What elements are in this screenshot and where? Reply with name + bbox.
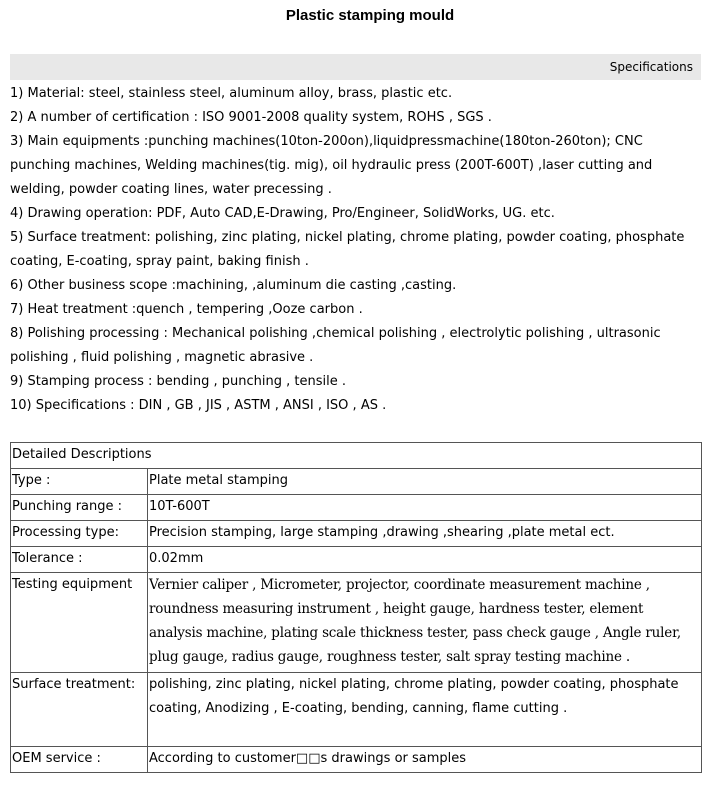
- row-label-testing-equipment: Testing equipment: [11, 573, 148, 673]
- row-label-surface-treatment: Surface treatment:: [11, 673, 148, 747]
- row-label-oem-service: OEM service :: [11, 747, 148, 773]
- table-row: [11, 495, 702, 521]
- row-value-processing-type: Precision stamping, large stamping ,drawing ,shearing ,plate metal ect.: [148, 521, 702, 547]
- row-value-testing-equipment: Vernier caliper , Micrometer, projector, coordinate measurement machine , roundness measuring instrument , height gauge, hardness tester, element analysis machine, plating scale thickness tester, pass check gauge , Angle ruler, plug gauge, radius gauge, roughness tester, salt spray testing machine .: [148, 573, 702, 673]
- spec-item-material: 1) Material: steel, stainless steel, aluminum alloy, brass, plastic etc.: [10, 86, 453, 101]
- spec-item-other-business: 6) Other business scope :machining, ,aluminum die casting ,casting.: [10, 278, 457, 293]
- table-row: [11, 673, 702, 747]
- spec-item-polishing-processing: 8) Polishing processing : Mechanical polishing ,chemical polishing , electrolytic polishing , ultrasonic polishing , fluid polishing , magnetic abrasive .: [10, 326, 661, 365]
- row-value-oem-service: According to customer□□s drawings or samples: [148, 747, 702, 773]
- table-row: [11, 521, 702, 547]
- row-label-processing-type: Processing type:: [11, 521, 148, 547]
- spec-item-surface-treatment: 5) Surface treatment: polishing, zinc plating, nickel plating, chrome plating, powder coating, phosphate coating, E-coating, spray paint, baking finish .: [10, 230, 685, 269]
- row-label-tolerance: Tolerance :: [11, 547, 148, 573]
- spec-item-main-equipments: 3) Main equipments :punching machines(10ton-200on),liquidpressmachine(180ton-260ton); CNC punching machines, Welding machines(tig. mig), oil hydraulic press (200T-600T) ,laser cutting and welding, powder coating lines, water precessing .: [10, 134, 653, 197]
- row-value-tolerance: 0.02mm: [148, 547, 702, 573]
- detailed-descriptions-table: [10, 442, 702, 773]
- row-value-surface-treatment: polishing, zinc plating, nickel plating, chrome plating, powder coating, phosphate coating, Anodizing , E-coating, bending, canning, flame cutting .: [148, 673, 702, 747]
- table-row: [11, 469, 702, 495]
- table-row: [11, 573, 702, 673]
- row-value-type: Plate metal stamping: [148, 469, 702, 495]
- page-title: Plastic stamping mould: [285, 7, 455, 24]
- detailed-descriptions-header: Detailed Descriptions: [11, 443, 702, 469]
- table-row: [11, 747, 702, 773]
- specifications-header: Specifications: [10, 54, 701, 80]
- spec-item-specifications: 10) Specifications : DIN , GB , JIS , ASTM , ANSI , ISO , AS .: [10, 398, 387, 413]
- row-label-punching-range: Punching range :: [11, 495, 148, 521]
- spec-item-drawing-operation: 4) Drawing operation: PDF, Auto CAD,E-Drawing, Pro/Engineer, SolidWorks, UG. etc.: [10, 206, 555, 221]
- spec-item-certification: 2) A number of certification : ISO 9001-2008 quality system, ROHS , SGS .: [10, 110, 492, 125]
- spec-item-stamping-process: 9) Stamping process : bending , punching , tensile .: [10, 374, 346, 389]
- row-label-type: Type :: [11, 469, 148, 495]
- spec-item-heat-treatment: 7) Heat treatment :quench , tempering ,Ooze carbon .: [10, 302, 363, 317]
- table-row: [11, 547, 702, 573]
- row-value-punching-range: 10T-600T: [148, 495, 702, 521]
- table-header-row: [11, 443, 702, 469]
- specifications-list: [10, 82, 706, 418]
